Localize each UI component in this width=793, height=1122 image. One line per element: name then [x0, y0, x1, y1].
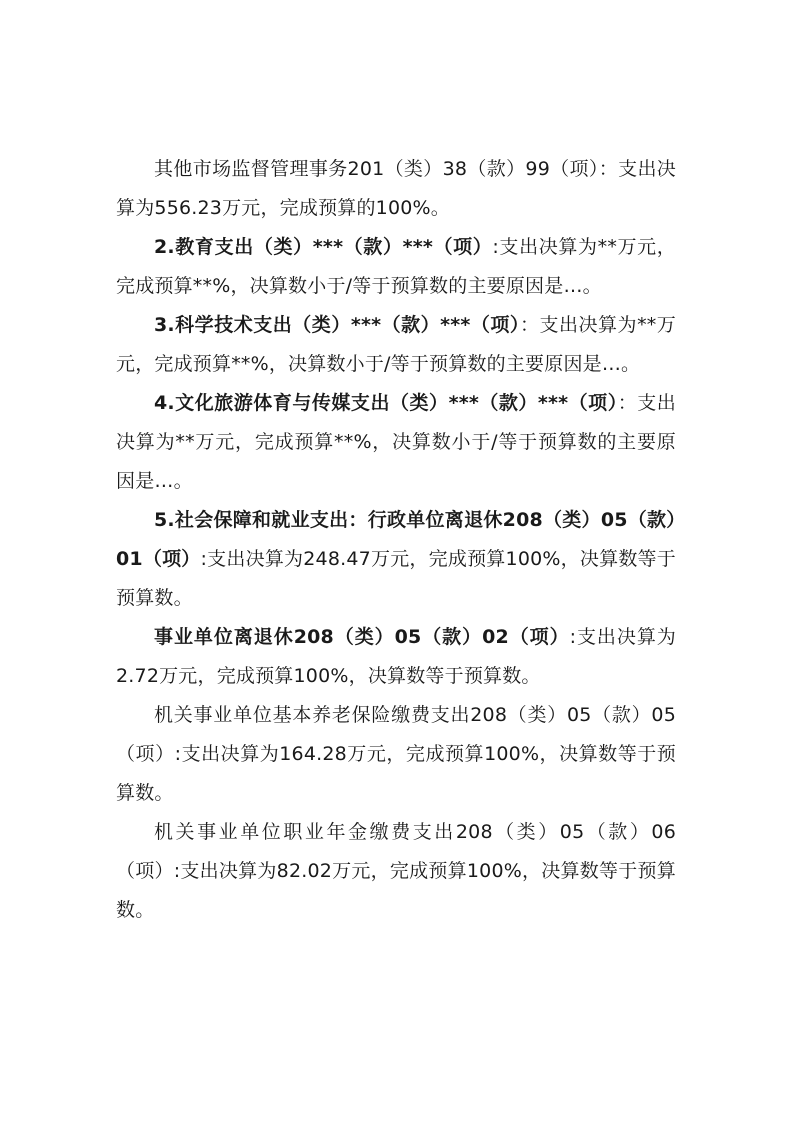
paragraph-education-expenditure: [116, 228, 676, 306]
paragraph-lead: 事业单位离退休208（类）05（款）02（项）: [154, 626, 570, 648]
paragraph-occupational-annuity: [116, 813, 676, 930]
paragraph-social-security-admin-retirement: [116, 501, 676, 618]
paragraph-culture-tourism-expenditure: [116, 384, 676, 501]
paragraph-text: :支出决算为248.47万元，完成预算100%，决算数等于预算数。: [116, 548, 676, 609]
paragraph-lead: 2.教育支出（类）***（款）***（项）: [154, 236, 493, 258]
document-body: [116, 150, 676, 930]
paragraph-lead: 5.社会保障和就业支出：行政单位离退休208（类）05（款）01（项）: [116, 509, 676, 570]
paragraph-text: 机关事业单位基本养老保险缴费支出208（类）05（款）05（项）:支出决算为164.28万元，完成预算100%，决算数等于预算数。: [116, 704, 676, 804]
paragraph-basic-pension-insurance: [116, 696, 676, 813]
paragraph-lead: 4.文化旅游体育与传媒支出（类）***（款）***（项）: [154, 392, 618, 414]
paragraph-other-market-supervision: [116, 150, 676, 228]
paragraph-institution-retirement: [116, 618, 676, 696]
paragraph-text: 机关事业单位职业年金缴费支出208（类）05（款）06（项）:支出决算为82.02万元，完成预算100%，决算数等于预算数。: [116, 821, 676, 921]
paragraph-science-technology-expenditure: [116, 306, 676, 384]
paragraph-text: :支出决算为2.72万元，完成预算100%，决算数等于预算数。: [116, 626, 676, 687]
paragraph-text: ：支出决算为**万元，完成预算**%，决算数小于/等于预算数的主要原因是…。: [116, 392, 676, 492]
paragraph-lead: 3.科学技术支出（类）***（款）***（项）: [154, 314, 520, 336]
paragraph-text: 其他市场监督管理事务201（类）38（款）99（项）：支出决算为556.23万元，完成预算的100%。: [116, 158, 676, 219]
paragraph-text: ：支出决算为**万元，完成预算**%，决算数小于/等于预算数的主要原因是…。: [116, 314, 676, 375]
paragraph-text: :支出决算为**万元，完成预算**%，决算数小于/等于预算数的主要原因是…。: [116, 236, 676, 297]
